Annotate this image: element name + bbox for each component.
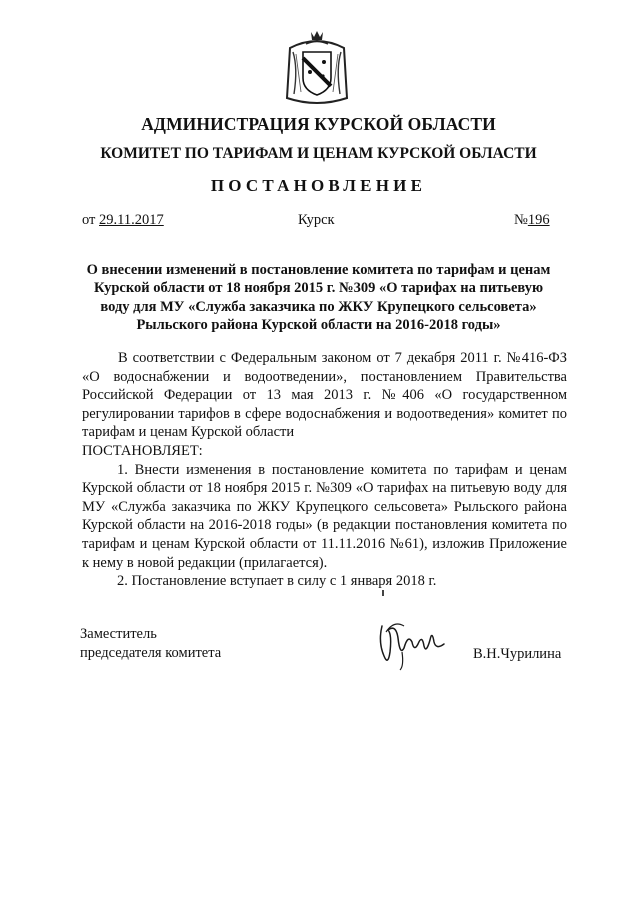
committee-name: КОМИТЕТ ПО ТАРИФАМ И ЦЕНАМ КУРСКОЙ ОБЛАСТИ (100, 145, 537, 162)
position-line: председателя комитета (80, 644, 222, 661)
item-2-paragraph: 2. Постановление вступает в силу с 1 января 2018 г. (117, 573, 437, 590)
resolution-heading (60, 261, 577, 335)
date-value: 29.11.2017 (99, 212, 164, 228)
preamble-paragraph: В соответствии с Федеральным законом от 7 декабря 2011 г. №416-ФЗ «О водоснабжении и водоотведении», постановлением Правительства Российской Федерации от 13 мая 2013 г. №406 «О государственном регулировании тарифов в сфере водоснабжения и водоотведения» комитет по тарифам и ценам Курской области (82, 350, 567, 441)
signatory-name: В.Н.Чурилина (473, 646, 562, 662)
coat-of-arms-emblem-icon (284, 28, 350, 108)
document-number (514, 212, 550, 229)
organization-name: АДМИНИСТРАЦИЯ КУРСКОЙ ОБЛАСТИ (141, 114, 496, 134)
position-line: Заместитель (80, 626, 157, 642)
document-city: Курск (298, 212, 335, 228)
scan-speck (382, 590, 384, 596)
heading-line: воду для МУ «Служба заказчика по ЖКУ Крупецкого сельсовета» (100, 298, 537, 315)
number-value: 196 (527, 212, 550, 228)
heading-line: Рыльского района Курской области на 2016-2018 годы» (136, 317, 501, 334)
handwritten-signature (374, 612, 454, 672)
resolution-body (82, 349, 567, 591)
heading-line: О внесении изменений в постановление комитета по тарифам и ценам (86, 262, 551, 278)
resolves-word: ПОСТАНОВЛЯЕТ: (82, 442, 203, 459)
signatory-position (80, 625, 221, 662)
document-date (82, 212, 164, 229)
number-prefix: № (514, 212, 528, 228)
document-type-title: ПОСТАНОВЛЕНИЕ (210, 176, 427, 195)
date-prefix: от (82, 212, 100, 228)
heading-line: Курской области от 18 ноября 2015 г. №309 «О тарифах на питьевую (93, 280, 544, 297)
item-1-paragraph: 1. Внести изменения в постановление комитета по тарифам и ценам Курской области от 18 ноября 2015 г. №309 «О тарифах на питьевую воду для МУ «Служба заказчика по ЖКУ Крупецкого сельсовета» Рыльского района Курской области на 2016-2018 годы» (в редакции постановления комитета по тарифам и ценам Курской области от 11.11.2016 №61), изложив Приложение к нему в новой редакции (прилагается). (82, 461, 567, 571)
